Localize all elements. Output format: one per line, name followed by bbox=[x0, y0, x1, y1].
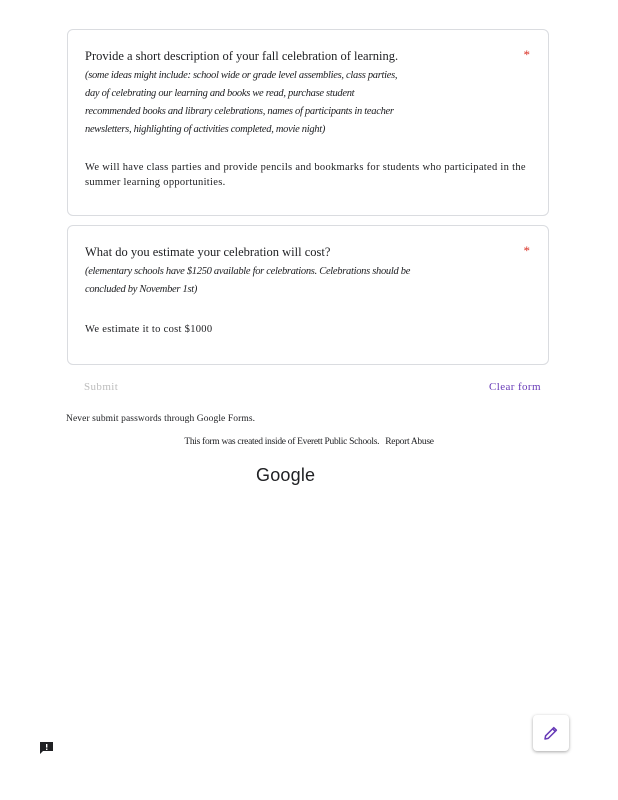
clear-form-button[interactable]: Clear form bbox=[489, 381, 541, 393]
google-logo[interactable]: Google bbox=[256, 465, 316, 485]
feedback-icon[interactable] bbox=[39, 741, 54, 754]
created-by-line bbox=[0, 437, 618, 447]
answer-text: We estimate it to cost $1000 bbox=[85, 324, 213, 335]
help-line: recommended books and library celebrations, names of participants in teacher bbox=[85, 106, 394, 117]
answer-text: We will have class parties and provide pencils and bookmarks for students who participated in the summer learning opportunities. bbox=[85, 162, 526, 188]
help-line: (some ideas might include: school wide or grade level assemblies, class parties, bbox=[85, 70, 398, 81]
help-line: concluded by November 1st) bbox=[85, 284, 198, 295]
required-asterisk: * bbox=[523, 47, 530, 62]
pencil-icon bbox=[543, 725, 559, 741]
created-text: This form was created inside of Everett Public Schools. bbox=[184, 437, 380, 447]
question-title: What do you estimate your celebration will cost? bbox=[85, 245, 331, 259]
submit-button[interactable]: Submit bbox=[84, 381, 119, 393]
edit-button[interactable] bbox=[533, 715, 569, 751]
help-line: (elementary schools have $1250 available for celebrations. Celebrations should be bbox=[85, 266, 411, 277]
question-card-cost bbox=[67, 225, 549, 365]
question-help-text bbox=[85, 67, 525, 139]
required-asterisk: * bbox=[523, 243, 530, 258]
question-title: Provide a short description of your fall celebration of learning. bbox=[85, 49, 399, 63]
report-abuse-link[interactable]: Report Abuse bbox=[385, 437, 434, 447]
question-help-text bbox=[85, 263, 525, 299]
help-line: newsletters, highlighting of activities completed, movie night) bbox=[85, 124, 326, 135]
password-warning: Never submit passwords through Google Forms. bbox=[66, 414, 256, 424]
question-card-description bbox=[67, 29, 549, 216]
help-line: day of celebrating our learning and books we read, purchase student bbox=[85, 88, 355, 99]
